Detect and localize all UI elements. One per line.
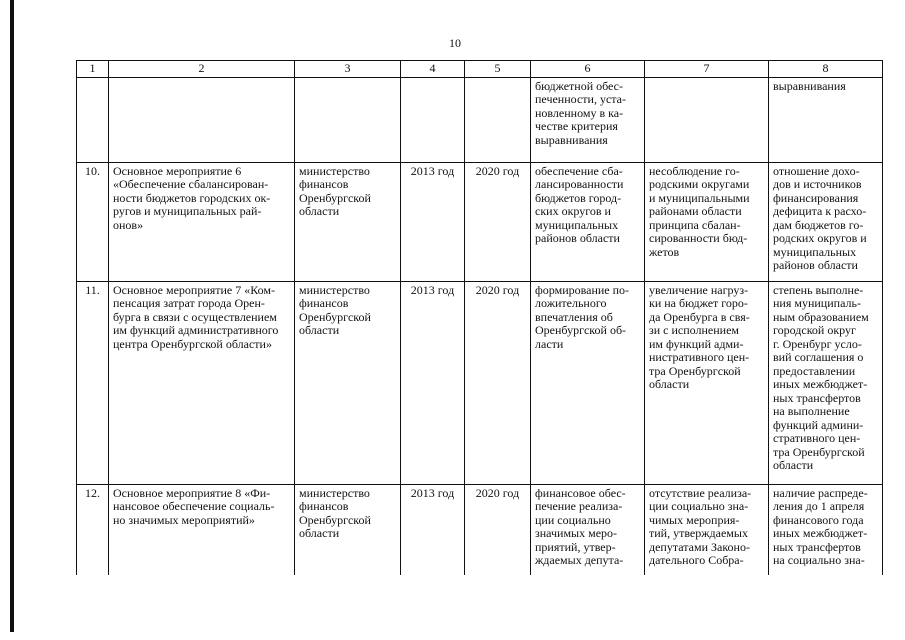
column-number: 4 — [401, 61, 465, 78]
activity-name — [109, 77, 295, 162]
table-row — [77, 77, 883, 162]
end-year — [465, 77, 531, 162]
row-number: 12. — [77, 484, 109, 575]
activity-name: Основное мероприятие 8 «Фи- нансовое обеспечение социаль- но значимых мероприятий» — [109, 484, 295, 575]
page-number: 10 — [449, 36, 461, 50]
responsible-executor: министерство финансов Оренбургской области — [295, 484, 401, 575]
row-number — [77, 77, 109, 162]
column-number: 7 — [645, 61, 769, 78]
table-row — [77, 162, 883, 281]
related-indicator: степень выполне- ния муниципаль- ным образованием городской округ г. Оренбург усло- вий соглашения о предоставлении иных межбюджет- ных трансфертов на выполнение функций админи- стративного цен- тра Оренбургской области — [769, 281, 883, 484]
column-number: 3 — [295, 61, 401, 78]
responsible-executor — [295, 77, 401, 162]
column-number: 1 — [77, 61, 109, 78]
column-number: 2 — [109, 61, 295, 78]
row-number: 11. — [77, 281, 109, 484]
related-indicator: наличие распреде- ления до 1 апреля финансового года иных межбюджет- ных трансфертов на социально зна- — [769, 484, 883, 575]
column-number-row — [77, 61, 883, 78]
related-indicator: отношение дохо- дов и источников финансирования дефицита к расхо- дам бюджетов го- родских округов и муниципальных районов области — [769, 162, 883, 281]
activity-name: Основное мероприятие 6 «Обеспечение сбалансирован- ности бюджетов городских ок- ругов и муниципальных рай- онов» — [109, 162, 295, 281]
row-number: 10. — [77, 162, 109, 281]
end-year: 2020 год — [465, 484, 531, 575]
related-indicator: выравнивания — [769, 77, 883, 162]
column-number: 5 — [465, 61, 531, 78]
table-row — [77, 281, 883, 484]
program-activities-table — [76, 60, 883, 575]
non-implementation-consequence: несоблюдение го- родскими округами и муниципальными районами области принципа сбалан- сированности бюд- жетов — [645, 162, 769, 281]
start-year: 2013 год — [401, 484, 465, 575]
non-implementation-consequence: увеличение нагруз- ки на бюджет горо- да Оренбурга в свя- зи с исполнением им функций адми- нистративного цен- тра Оренбургской области — [645, 281, 769, 484]
responsible-executor: министерство финансов Оренбургской области — [295, 162, 401, 281]
start-year: 2013 год — [401, 281, 465, 484]
page-edge-bar — [10, 0, 14, 632]
expected-result: формирование по- ложительного впечатления об Оренбургской об- ласти — [531, 281, 645, 484]
activity-name: Основное мероприятие 7 «Ком- пенсация затрат города Орен- бурга в связи с осуществлением им функций административного центра Оренбургской области» — [109, 281, 295, 484]
responsible-executor: министерство финансов Оренбургской области — [295, 281, 401, 484]
expected-result: обеспечение сба- лансированности бюджетов город- ских округов и муниципальных районов области — [531, 162, 645, 281]
start-year — [401, 77, 465, 162]
column-number: 6 — [531, 61, 645, 78]
start-year: 2013 год — [401, 162, 465, 281]
table-body — [77, 61, 883, 575]
non-implementation-consequence: отсутствие реализа- ции социально зна- чимых мероприя- тий, утверждаемых депутатами Законо- дательного Собра- — [645, 484, 769, 575]
column-number: 8 — [769, 61, 883, 78]
end-year: 2020 год — [465, 281, 531, 484]
end-year: 2020 год — [465, 162, 531, 281]
table-row — [77, 484, 883, 575]
expected-result: финансовое обес- печение реализа- ции социально значимых меро- приятий, утвер- ждаемых депута- — [531, 484, 645, 575]
non-implementation-consequence — [645, 77, 769, 162]
expected-result: бюджетной обес- печенности, уста- новленному в ка- честве критерия выравнивания — [531, 77, 645, 162]
